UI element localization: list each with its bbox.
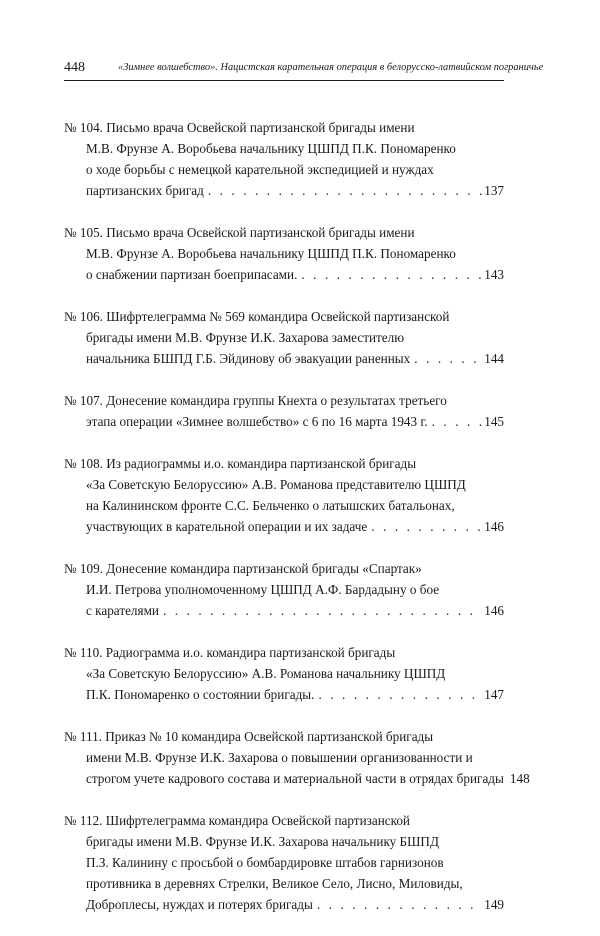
dot-leader	[317, 894, 482, 915]
toc-entry-title-line: № 107. Донесение командира группы Кнехта о результатах третьего	[64, 393, 447, 408]
toc-entry-line: строгом учете кадрового состава и материальной части в отрядах бригады	[86, 771, 504, 786]
toc-entry-last-line	[64, 516, 504, 537]
toc-entry-line: этапа операции «Зимнее волшебство» с 6 по 16 марта 1943 г.	[86, 414, 428, 429]
dot-leader	[208, 180, 482, 201]
toc-page-number: 148	[509, 771, 530, 786]
toc-entry-line: бригады имени М.В. Фрунзе И.К. Захарова заместителю	[86, 330, 405, 345]
toc-entry-title-line: № 108. Из радиограммы и.о. командира партизанской бригады	[64, 456, 417, 471]
toc-entry-title-line: № 106. Шифртелеграмма № 569 командира Освейской партизанской	[64, 309, 450, 324]
dot-leader	[371, 516, 482, 537]
toc-entry-line: начальника БШПД Г.Б. Эйдинову об эвакуации раненных	[86, 351, 411, 366]
toc-entry-line: И.И. Петрова уполномоченному ЦШПД А.Ф. Бардадыну о бое	[86, 582, 440, 597]
toc-entry-line: на Калининском фронте С.С. Бельченко о латышских батальонах,	[86, 498, 455, 513]
toc-entry-last-line	[64, 348, 504, 369]
table-of-contents	[64, 117, 530, 936]
toc-entry-line: партизанских бригад	[86, 183, 204, 198]
toc-page-number: 144	[484, 351, 504, 366]
toc-entry	[64, 306, 504, 369]
toc-page-number: 146	[484, 603, 504, 618]
toc-page-number: 146	[484, 519, 504, 534]
toc-entry-line: П.З. Калинину с просьбой о бомбардировке штабов гарнизонов	[86, 855, 444, 870]
toc-entry-line: П.К. Пономаренко о состоянии бригады.	[86, 687, 315, 702]
toc-entry-line: о ходе борьбы с немецкой карательной экспедицией и нуждах	[86, 162, 434, 177]
toc-entry-last-line	[64, 180, 504, 201]
toc-page-number: 145	[484, 414, 504, 429]
toc-entry-last-line	[64, 264, 504, 285]
dot-leader	[414, 348, 482, 369]
toc-entry-line: М.В. Фрунзе А. Воробьева начальнику ЦШПД П.К. Пономаренко	[86, 246, 456, 261]
toc-page-number: 147	[484, 687, 504, 702]
toc-entry-title-line: № 110. Радиограмма и.о. командира партизанской бригады	[64, 645, 396, 660]
toc-entry-line: М.В. Фрунзе А. Воробьева начальнику ЦШПД П.К. Пономаренко	[86, 141, 456, 156]
page-number: 448	[64, 60, 85, 75]
toc-entry-title-line: № 111. Приказ № 10 командира Освейской партизанской бригады	[64, 729, 434, 744]
toc-entry	[64, 453, 504, 537]
toc-entry-last-line	[64, 894, 504, 915]
toc-entry	[64, 642, 504, 705]
toc-entry	[64, 117, 504, 201]
dot-leader	[432, 411, 483, 432]
toc-entry-title-line: № 109. Донесение командира партизанской бригады «Спартак»	[64, 561, 422, 576]
book-page	[64, 0, 544, 912]
toc-page-number: 137	[484, 183, 504, 198]
toc-entry-line: имени М.В. Фрунзе И.К. Захарова о повышении организованности и	[86, 750, 473, 765]
toc-entry	[64, 558, 504, 621]
dot-leader	[163, 600, 482, 621]
toc-entry-line: участвующих в карательной операции и их задаче	[86, 519, 368, 534]
toc-entry	[64, 726, 530, 789]
toc-entry	[64, 222, 504, 285]
toc-entry-line: противника в деревнях Стрелки, Великое Село, Лисно, Миловиды,	[86, 876, 463, 891]
toc-entry-title-line: № 112. Шифртелеграмма командира Освейской партизанской	[64, 813, 410, 828]
toc-entry-line: Доброплесы, нуждах и потерях бригады	[86, 897, 313, 912]
toc-entry-last-line	[64, 600, 504, 621]
page-header	[64, 58, 544, 81]
dot-leader	[301, 264, 482, 285]
toc-page-number: 149	[484, 897, 504, 912]
toc-page-number: 143	[484, 267, 504, 282]
toc-entry-title-line: № 105. Письмо врача Освейской партизанской бригады имени	[64, 225, 415, 240]
running-title: «Зимнее волшебство». Нацистская карательная операция в белорусско-латвийском пограничье	[118, 62, 544, 73]
toc-entry-line: о снабжении партизан боеприпасами.	[86, 267, 298, 282]
toc-entry	[64, 810, 504, 915]
toc-entry	[64, 390, 504, 432]
toc-entry-line: «За Советскую Белоруссию» А.В. Романова представителю ЦШПД	[86, 477, 466, 492]
toc-entry-last-line	[64, 768, 530, 789]
toc-entry-last-line	[64, 684, 504, 705]
dot-leader	[318, 684, 482, 705]
toc-entry-title-line: № 104. Письмо врача Освейской партизанской бригады имени	[64, 120, 415, 135]
toc-entry-last-line	[64, 411, 504, 432]
toc-entry-line: бригады имени М.В. Фрунзе И.К. Захарова начальнику БШПД	[86, 834, 439, 849]
toc-entry-line: «За Советскую Белоруссию» А.В. Романова начальнику ЦШПД	[86, 666, 446, 681]
toc-entry-line: с карателями	[86, 603, 159, 618]
